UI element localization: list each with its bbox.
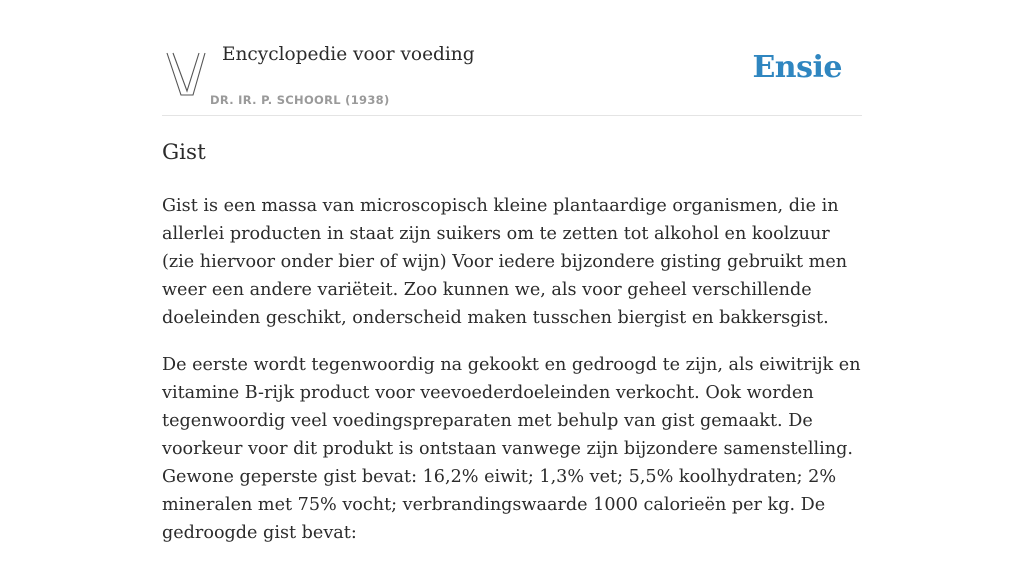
brand-logo-link[interactable]: Ensie <box>752 50 842 85</box>
entry-title: Gist <box>162 140 206 165</box>
book-title-link[interactable]: Encyclopedie voor voeding <box>222 44 475 65</box>
v-logo-icon <box>165 49 207 97</box>
author-label: DR. IR. P. SCHOORL (1938) <box>210 93 390 107</box>
body-paragraph-2: De eerste wordt tegenwoordig na gekookt en gedroogd te zijn, als eiwitrijk en vitamine B-rijk product voor veevoederdoeleinden verkocht. Ook worden tegenwoordig veel voedingspreparaten met behulp van gist gemaakt. De voorkeur voor dit produkt is ontstaan vanwege zijn bijzondere samenstelling. Gewone geperste gist bevat: 16,2% eiwit; 1,3% vet; 5,5% koolhydraten; 2% mineralen met 75% vocht; verbrandingswaarde 1000 calorieën per kg. De gedroogde gist bevat: <box>162 355 861 543</box>
site-header <box>162 0 862 116</box>
entry-body <box>162 192 867 566</box>
body-paragraph-1: Gist is een massa van microscopisch kleine plantaardige organismen, die in allerlei producten in staat zijn suikers om te zetten tot alkohol en koolzuur (zie hiervoor onder bier of wijn) Voor iedere bijzondere gisting gebruikt men weer een andere variëteit. Zoo kunnen we, als voor geheel verschillende doeleinden geschikt, onderscheid maken tusschen biergist en bakkersgist. <box>162 196 848 328</box>
